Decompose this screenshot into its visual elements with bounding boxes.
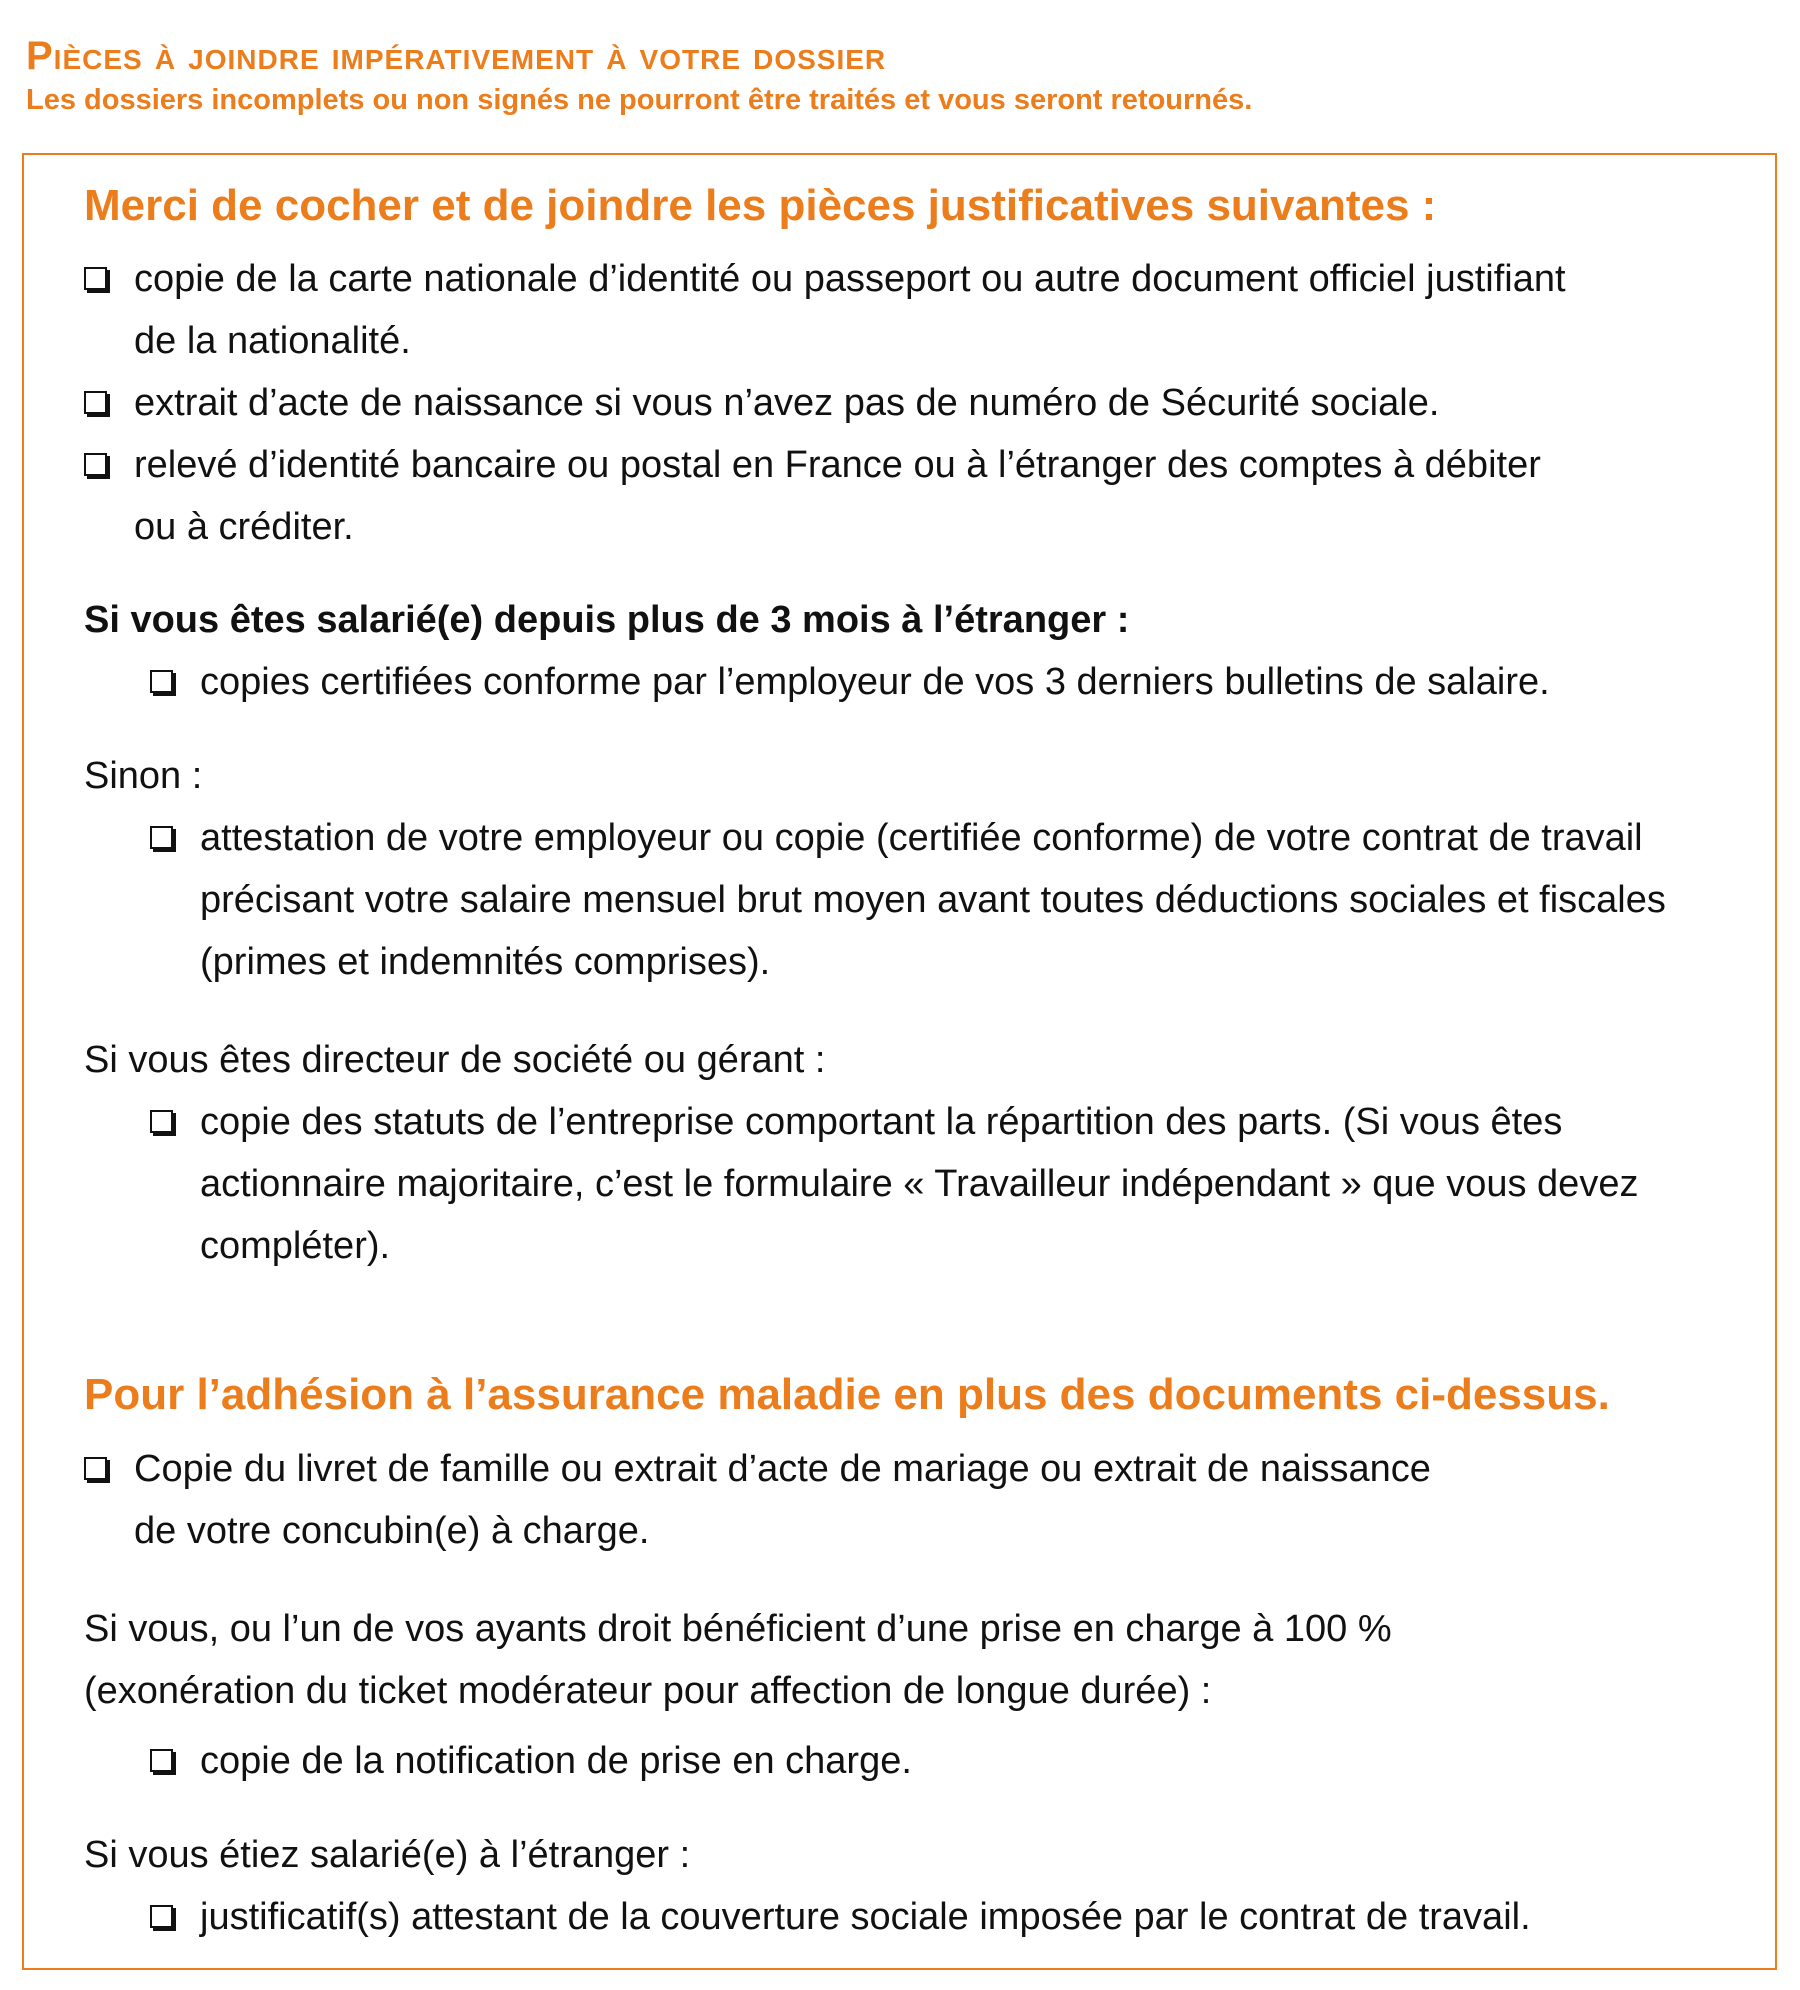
checklist-item-statuts[interactable]: copie des statuts de l’entreprise comportant la répartition des parts. (Si vous êtes actionnaire majoritaire, c’est le formulaire « Travailleur indépendant » que vous devez compléter). [150,1091,1638,1277]
section-title-justificatifs: Merci de cocher et de joindre les pièces justificatives suivantes : [84,181,1437,230]
checkbox-livret-famille[interactable] [84,1457,107,1480]
checkbox-rib[interactable] [84,453,107,476]
checklist-item-notification[interactable]: copie de la notification de prise en charge. [150,1730,912,1792]
heading-directeur: Si vous êtes directeur de société ou gérant : [84,1039,826,1081]
checkbox-bulletins[interactable] [150,670,173,693]
page-title: Pièces à joindre impérativement à votre dossier [26,34,887,78]
documents-box [22,153,1777,1970]
page-subtitle: Les dossiers incomplets ou non signés ne pourront être traités et vous seront retournés. [26,84,1253,116]
checkbox-notification[interactable] [150,1749,173,1772]
checklist-item-bulletins[interactable]: copies certifiées conforme par l’employeur de vos 3 derniers bulletins de salaire. [150,651,1550,713]
heading-sinon: Sinon : [84,755,203,797]
checklist-item-couverture-sociale[interactable]: justificatif(s) attestant de la couverture sociale imposée par le contrat de travail. [150,1886,1531,1948]
checkbox-attestation-employeur[interactable] [150,826,173,849]
checklist-item-rib[interactable]: relevé d’identité bancaire ou postal en France ou à l’étranger des comptes à débiter ou à créditer. [84,434,1541,558]
checkbox-identite[interactable] [84,267,107,290]
checkbox-couverture-sociale[interactable] [150,1905,173,1928]
heading-prise-en-charge-line2: (exonération du ticket modérateur pour affection de longue durée) : [84,1670,1212,1712]
checkbox-statuts[interactable] [150,1110,173,1133]
checklist-item-livret-famille[interactable]: Copie du livret de famille ou extrait d’acte de mariage ou extrait de naissance de votre concubin(e) à charge. [84,1438,1431,1562]
page-header [26,30,1726,118]
heading-prise-en-charge-line1: Si vous, ou l’un de vos ayants droit bénéficient d’une prise en charge à 100 % [84,1608,1392,1650]
checklist-item-acte-naissance[interactable]: extrait d’acte de naissance si vous n’avez pas de numéro de Sécurité sociale. [84,372,1439,434]
checklist-item-attestation-employeur[interactable]: attestation de votre employeur ou copie (certifiée conforme) de votre contrat de travail précisant votre salaire mensuel brut moyen avant toutes déductions sociales et fiscales (primes et indemnités comprises). [150,807,1666,993]
checkbox-acte-naissance[interactable] [84,391,107,414]
checklist-item-identite[interactable]: copie de la carte nationale d’identité ou passeport ou autre document officiel justifiant de la nationalité. [84,248,1566,372]
section-title-assurance-maladie: Pour l’adhésion à l’assurance maladie en plus des documents ci-dessus. [84,1370,1610,1419]
heading-salarie: Si vous êtes salarié(e) depuis plus de 3 mois à l’étranger : [84,599,1130,641]
heading-etranger: Si vous étiez salarié(e) à l’étranger : [84,1834,691,1876]
